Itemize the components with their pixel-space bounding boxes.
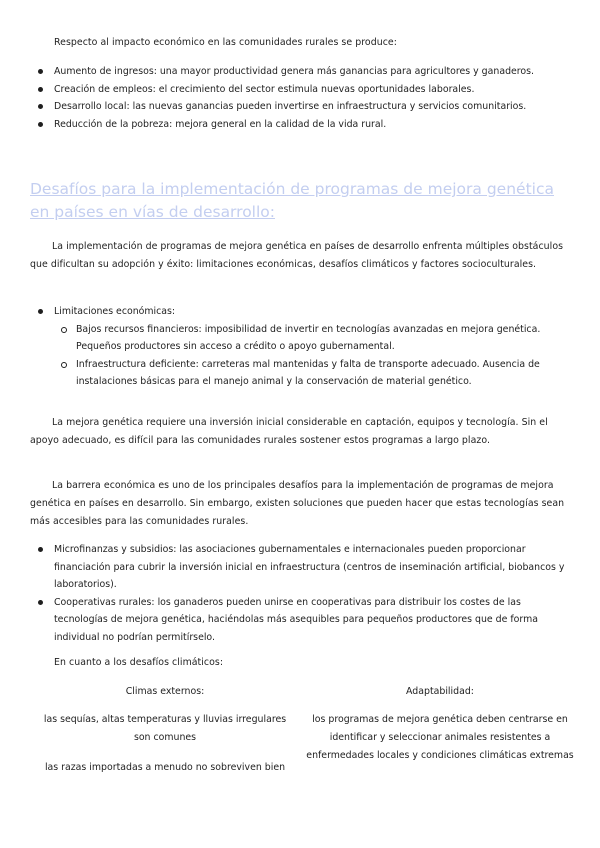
limitations-list	[54, 303, 572, 391]
climate-right-item-1: los programas de mejora genética deben centrarse en identificar y seleccionar animales resistentes a enfermedades locales y condiciones climáticas extremas	[306, 714, 574, 761]
climate-left-title: Climas externos:	[125, 686, 205, 697]
limitations-label: Limitaciones económicas:	[54, 306, 176, 317]
list-item: Cooperativas rurales: los ganaderos pueden unirse en cooperativas para distribuir los costes de las tecnologías de mejora genética, haciéndolas más asequibles para pequeños productores que de forma individual no podrían permitírselo.	[54, 594, 572, 647]
list-item: Aumento de ingresos: una mayor productividad genera más ganancias para agricultores y ganaderos.	[54, 63, 574, 81]
solutions-list	[54, 541, 572, 646]
impact-list	[54, 63, 574, 133]
list-item: Desarrollo local: las nuevas ganancias pueden invertirse en infraestructura y servicios comunitarios.	[54, 98, 574, 116]
list-item: Reducción de la pobreza: mejora general en la calidad de la vida rural.	[54, 116, 574, 134]
section-heading: Desafíos para la implementación de programas de mejora genética en países en vías de desarrollo:	[30, 180, 554, 221]
list-item	[54, 303, 572, 391]
intro-text: Respecto al impacto económico en las comunidades rurales se produce:	[54, 37, 397, 48]
list-item: Infraestructura deficiente: carreteras mal mantenidas y falta de transporte adecuado. Ausencia de instalaciones básicas para el manejo animal y la conservación de material genético.	[76, 356, 572, 391]
climate-left-item-2: las razas importadas a menudo no sobreviven bien	[44, 762, 286, 773]
limitations-sublist	[54, 321, 572, 391]
paragraph-investment: La mejora genética requiere una inversión inicial considerable en captación, equipos y tecnología. Sin el apoyo adecuado, es difícil para las comunidades rurales sostener estos programas a largo plazo.	[30, 417, 548, 446]
list-item: Creación de empleos: el crecimiento del sector estimula nuevas oportunidades laborales.	[54, 81, 574, 99]
list-item: Microfinanzas y subsidios: las asociaciones gubernamentales e internacionales pueden proporcionar financiación para cubrir la inversión inicial en infraestructura (centros de inseminación artificial, biobancos y laboratorios).	[54, 541, 572, 594]
climate-intro: En cuanto a los desafíos climáticos:	[54, 657, 224, 668]
paragraph-barrier: La barrera económica es uno de los principales desafíos para la implementación de programas de mejora genética en países en desarrollo. Sin embargo, existen soluciones que pueden hacer que estas tecnologías sean más accesibles para las comunidades rurales.	[30, 480, 565, 527]
climate-left-item-1: las sequías, altas temperaturas y lluvias irregulares son comunes	[43, 714, 287, 743]
list-item: Bajos recursos financieros: imposibilidad de invertir en tecnologías avanzadas en mejora genética. Pequeños productores sin acceso a crédito o apoyo gubernamental.	[76, 321, 572, 356]
climate-right-title: Adaptabilidad:	[406, 686, 474, 697]
paragraph-obstacles: La implementación de programas de mejora genética en países de desarrollo enfrenta múltiples obstáculos que dificultan su adopción y éxito: limitaciones económicas, desafíos climáticos y factores socioculturales.	[30, 241, 564, 270]
